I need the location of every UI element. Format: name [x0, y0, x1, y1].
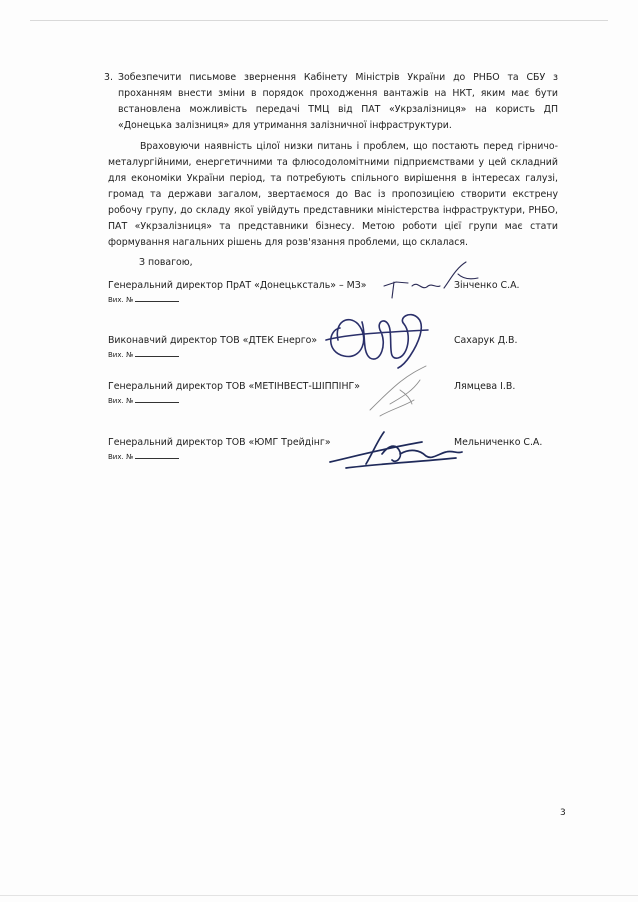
top-rule — [30, 20, 608, 21]
list-item-number: 3. — [104, 72, 113, 83]
signatory-block-3 — [108, 380, 558, 412]
outgoing-label: Вих. № — [108, 397, 134, 405]
signatory-name: Лямцева І.В. — [454, 381, 516, 392]
signatory-title: Генеральний директор ПрАТ «Донецьксталь» – МЗ» — [108, 280, 367, 291]
signatory-title: Виконавчий директор ТОВ «ДТЕК Енерго» — [108, 335, 318, 346]
bottom-rule — [0, 895, 638, 896]
outgoing-label: Вих. № — [108, 453, 134, 461]
signatory-name: Зінченко С.А. — [454, 280, 520, 291]
outgoing-number — [108, 293, 179, 306]
signature-3 — [360, 360, 450, 420]
outgoing-label: Вих. № — [108, 296, 134, 304]
signature-4 — [326, 424, 466, 472]
signatory-name: Сахарук Д.В. — [454, 335, 518, 346]
outgoing-number-line — [135, 450, 179, 459]
outgoing-number — [108, 394, 179, 407]
signatory-name: Мельниченко С.А. — [454, 437, 543, 448]
outgoing-number-line — [135, 348, 179, 357]
main-paragraph: Враховуючи наявність цілої низки питань і проблем, що постають перед гірничо-металургійними, енергетичними та флюсодоломітними підприємствами у цей складний для економіки України період, та потребують спільного вирішення в інтересах галузі, громад та держави загалом, звертаємося до Вас із пропозицією створити екстрену робочу групу, до складу якої увійдуть представники міністерства інфраструктури, РНБО, ПАТ «Укрзалізниця» та представники бізнесу. Метою роботи цієї групи має стати формування нагальних рішень для розв'язання проблеми, що склалася. — [108, 141, 558, 248]
list-item-3 — [104, 70, 558, 134]
outgoing-label: Вих. № — [108, 351, 134, 359]
signatory-title: Генеральний директор ТОВ «ЮМГ Трейдінг» — [108, 437, 331, 448]
regards: З повагою, — [139, 257, 193, 268]
signatory-title: Генеральний директор ТОВ «МЕТІНВЕСТ-ШІППІНГ» — [108, 381, 360, 392]
outgoing-number-line — [135, 293, 179, 302]
outgoing-number-line — [135, 394, 179, 403]
list-item-text: Зобезпечити письмове звернення Кабінету Міністрів України до РНБО та СБУ з проханням внести зміни в порядок проходження вантажів на НКТ, яким має бути встановлена можливість передачі ТМЦ від ПАТ «Укрзалізниця» на користь ДП «Донецька залізниця» для утримання залізничної інфраструктури. — [118, 72, 558, 131]
outgoing-number — [108, 450, 179, 463]
page-number: 3 — [560, 808, 566, 818]
outgoing-number — [108, 348, 179, 361]
